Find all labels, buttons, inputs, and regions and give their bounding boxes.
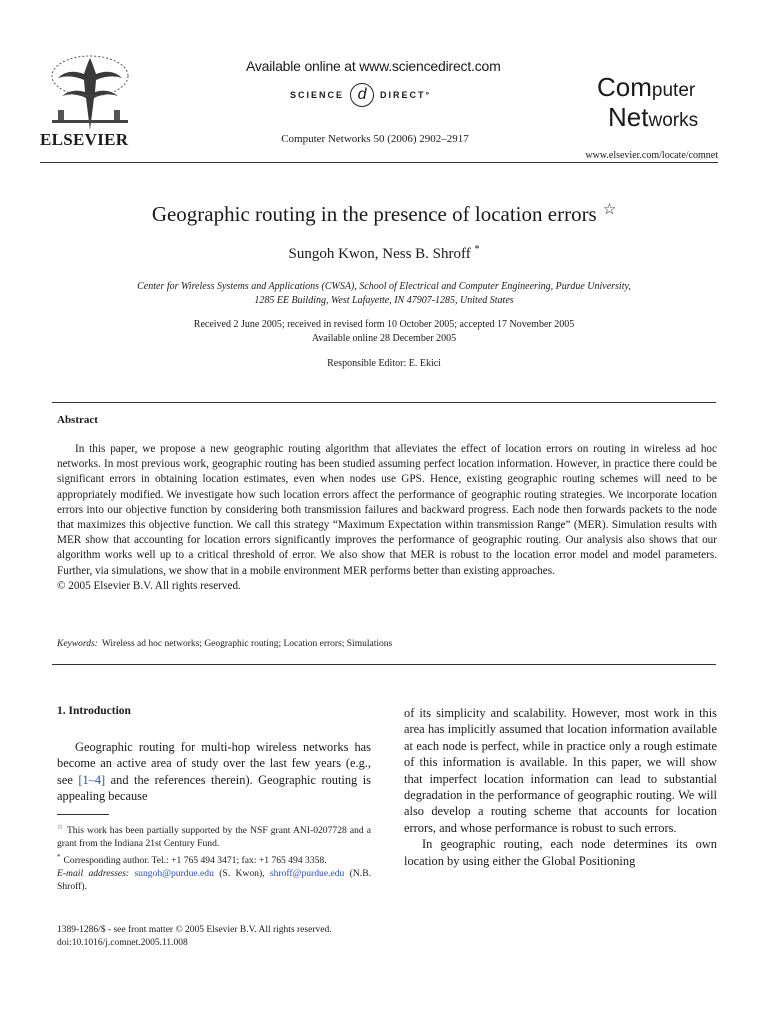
intro-text-start: Geographic routing for multi-hop wireless networks has become an active area of study over the last few years (e.g., see [57, 740, 371, 787]
science-text: SCIENCE [290, 90, 345, 100]
doi-line[interactable]: doi:10.1016/j.comnet.2005.11.008 [57, 938, 188, 948]
journal-citation-row [0, 133, 768, 145]
footnote-corresponding-text: Corresponding author. Tel.: +1 765 494 3471; fax: +1 765 494 3358. [63, 854, 327, 866]
article-title [0, 200, 768, 227]
title-footnote-star-icon[interactable]: ☆ [602, 202, 617, 218]
author-list [0, 244, 768, 263]
sciencedirect-logo [290, 82, 431, 108]
journal-logo-top-small: puter [651, 80, 696, 101]
sd-letter: d [357, 86, 367, 103]
header-divider [40, 162, 718, 163]
abstract-copyright: © 2005 Elsevier B.V. All rights reserved. [57, 579, 241, 592]
affiliation-line-1: Center for Wireless Systems and Applications (CWSA), School of Electrical and Computer Engineering, Purdue University, [137, 281, 631, 292]
email-name-shroff: (N.B. Shroff). [57, 867, 371, 893]
article-dates [0, 318, 768, 346]
article-identifiers [57, 924, 332, 950]
journal-url-link[interactable]: www.elsevier.com/locate/comnet [585, 150, 718, 161]
elsevier-tree-logo-icon [44, 52, 136, 132]
footnote-corresponding [57, 851, 371, 867]
email-name-kwon: (S. Kwon), [213, 867, 270, 879]
intro-paragraph-1 [57, 739, 371, 805]
section-heading-introduction: 1. Introduction [57, 705, 131, 717]
abstract-bottom-divider [52, 664, 716, 665]
available-online-banner[interactable]: Available online at www.sciencedirect.com [246, 58, 501, 74]
journal-logo-top [597, 74, 695, 104]
publisher-name: ELSEVIER [40, 130, 129, 149]
keywords-row [57, 639, 392, 649]
available-online-date: Available online 28 December 2005 [311, 333, 457, 344]
corresponding-author-mark[interactable]: * [474, 244, 480, 255]
journal-logo-top-big: Com [597, 72, 652, 102]
keywords-label: Keywords: [57, 639, 98, 649]
intro-text-end: and the references therein). Geographic routing is appealing because [57, 772, 371, 804]
email-link-kwon[interactable]: sungoh@purdue.edu [134, 867, 214, 879]
journal-logo-bottom-big: Net [608, 102, 649, 132]
footnote-funding-text: This work has been partially supported by the NSF grant ANI-0207728 and a grant from the Indiana 21st Century Fund. [57, 825, 371, 850]
journal-logo-bottom-small: works [648, 110, 699, 131]
email-label: E-mail addresses: [57, 867, 130, 879]
responsible-editor: Responsible Editor: E. Ekici [327, 358, 441, 369]
journal-citation: Computer Networks 50 (2006) 2902–2917 [281, 133, 469, 145]
direct-text: DIRECT° [380, 90, 432, 100]
abstract-text: In this paper, we propose a new geographic routing algorithm that alleviates the effect of location errors on routing in wireless ad hoc networks. In most previous work, geographic routing has been studied assuming perfect location information. However, in practice there could be significant errors in obtaining location estimates, even when nodes use GPS. Hence, existing geographic routing schemes will need to be appropriately modified. We investigate how such location errors affect the performance of geographic routing strategies. We incorporate location errors into our objective function by considering both transmission failures and backward progress. Each node then forwards packets to the node that maximizes this objective function. We call this strategy “Maximum Expectation within transmission Range” (MER). Simulation results with MER show that accounting for location errors significantly improves the performance of geographic routing. Our analysis also shows that our algorithm works well up to a critical threshold of error. We also show that MER is robust to the location error model and model parameters. Further, via simulations, we show that in a mobile environment MER performs better than existing approaches. [57, 443, 717, 577]
right-column-text [404, 705, 717, 869]
keywords-list: Wireless ad hoc networks; Geographic routing; Location errors; Simulations [101, 639, 393, 649]
footnote-emails [57, 867, 371, 893]
abstract-top-divider [52, 402, 716, 403]
intro-paragraph-1-continued: of its simplicity and scalability. However, most work in this area has implicitly assumed that location information available at each node is perfect, while in practice only a rough estimate of this information is available. In this paper, we will show that imperfect location information can lead to substantial degradation in the performance of geographic routing. We will also develop a routing scheme that accounts for location errors, and whose performance is robust to such errors. [404, 706, 717, 835]
abstract-body [57, 442, 717, 594]
footnotes [57, 821, 371, 893]
footnote-divider [57, 814, 109, 815]
citation-link[interactable]: [1–4] [78, 772, 106, 787]
affiliation-line-2: 1285 EE Building, West Lafayette, IN 47907-1285, United States [254, 295, 514, 306]
funding-star-icon: ☆ [57, 823, 64, 831]
journal-logo-bottom [608, 104, 698, 134]
author-names: Sungoh Kwon, Ness B. Shroff [288, 246, 471, 262]
article-title-text: Geographic routing in the presence of location errors [151, 202, 597, 226]
intro-paragraph-2: In geographic routing, each node determines its own location by using either the Global Positioning [404, 837, 717, 868]
email-link-shroff[interactable]: shroff@purdue.edu [269, 867, 345, 879]
at-sign-icon [350, 83, 374, 107]
issn-line: 1389-1286/$ - see front matter © 2005 Elsevier B.V. All rights reserved. [57, 925, 332, 935]
left-column-text [57, 739, 371, 805]
affiliation [60, 280, 708, 308]
abstract-heading: Abstract [57, 414, 98, 426]
corresponding-mark: * [57, 852, 61, 861]
received-dates: Received 2 June 2005; received in revised form 10 October 2005; accepted 17 November 2005 [193, 319, 575, 330]
footnote-funding [57, 821, 371, 851]
